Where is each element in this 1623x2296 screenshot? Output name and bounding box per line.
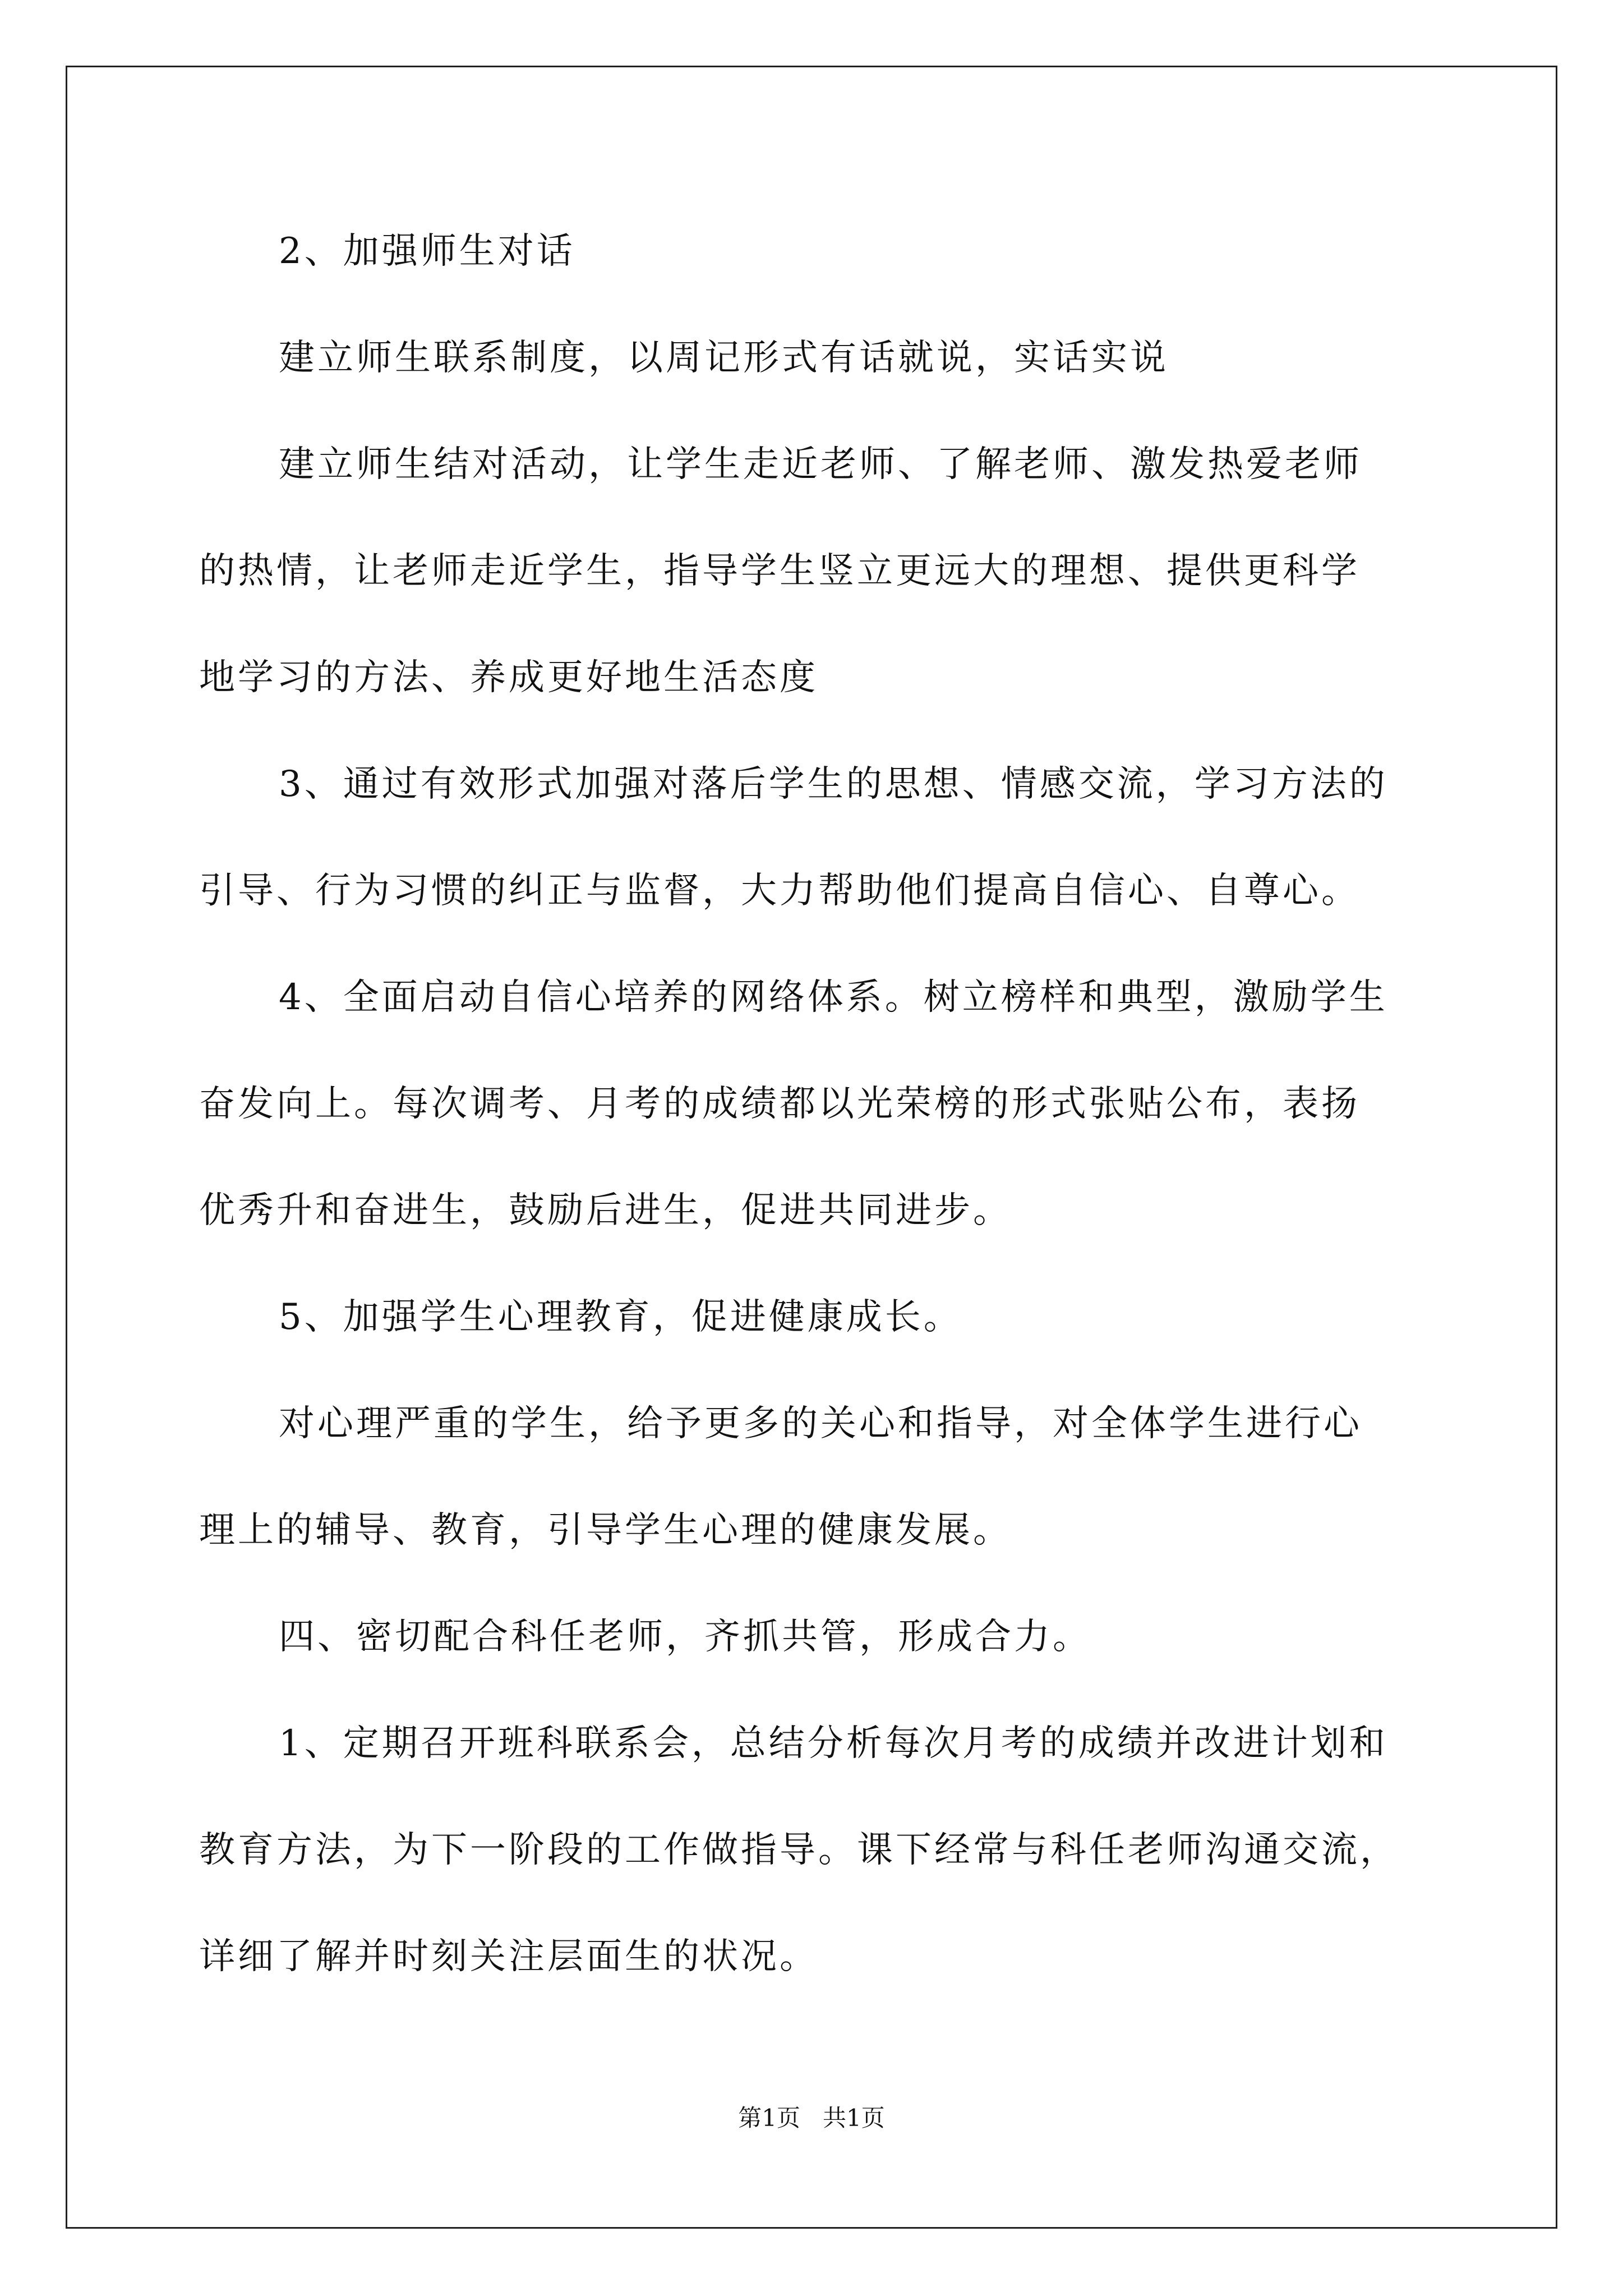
paragraph-line: 理上的辅导、教育，引导学生心理的健康发展。 [199, 1510, 1012, 1551]
paragraph-line: 的热情，让老师走近学生，指导学生竖立更远大的理想、提供更科学 [199, 550, 1360, 592]
paragraph-line: 优秀升和奋进生，鼓励后进生，促进共同进步。 [199, 1190, 1012, 1231]
section-heading-4: 四、密切配合科任老师，齐抓共管，形成合力。 [279, 1616, 1091, 1658]
section-heading-5: 5、加强学生心理教育，促进健康成长。 [279, 1296, 962, 1338]
paragraph-line: 详细了解并时刻关注层面生的状况。 [199, 1936, 818, 1977]
section-heading-2: 2、加强师生对话 [279, 231, 575, 272]
page-number-footer: 第1页 共1页 [738, 2104, 885, 2132]
page-border [66, 66, 1557, 2229]
paragraph-line: 建立师生联系制度，以周记形式有话就说，实话实说 [279, 337, 1169, 379]
paragraph-line: 建立师生结对活动，让学生走近老师、了解老师、激发热爱老师 [279, 444, 1362, 485]
paragraph-line: 1、定期召开班科联系会，总结分析每次月考的成绩并改进计划和 [279, 1723, 1388, 1764]
paragraph-line: 教育方法，为下一阶段的工作做指导。课下经常与科任老师沟通交流， [199, 1829, 1399, 1871]
paragraph-line: 奋发向上。每次调考、月考的成绩都以光荣榜的形式张贴公布，表扬 [199, 1083, 1360, 1125]
paragraph-line: 4、全面启动自信心培养的网络体系。树立榜样和典型，激励学生 [279, 977, 1388, 1018]
paragraph-line: 地学习的方法、养成更好地生活态度 [199, 657, 818, 698]
paragraph-line: 对心理严重的学生，给予更多的关心和指导，对全体学生进行心 [279, 1403, 1362, 1444]
paragraph-line: 3、通过有效形式加强对落后学生的思想、情感交流，学习方法的 [279, 763, 1388, 805]
paragraph-line: 引导、行为习惯的纠正与监督，大力帮助他们提高自信心、自尊心。 [199, 870, 1360, 912]
